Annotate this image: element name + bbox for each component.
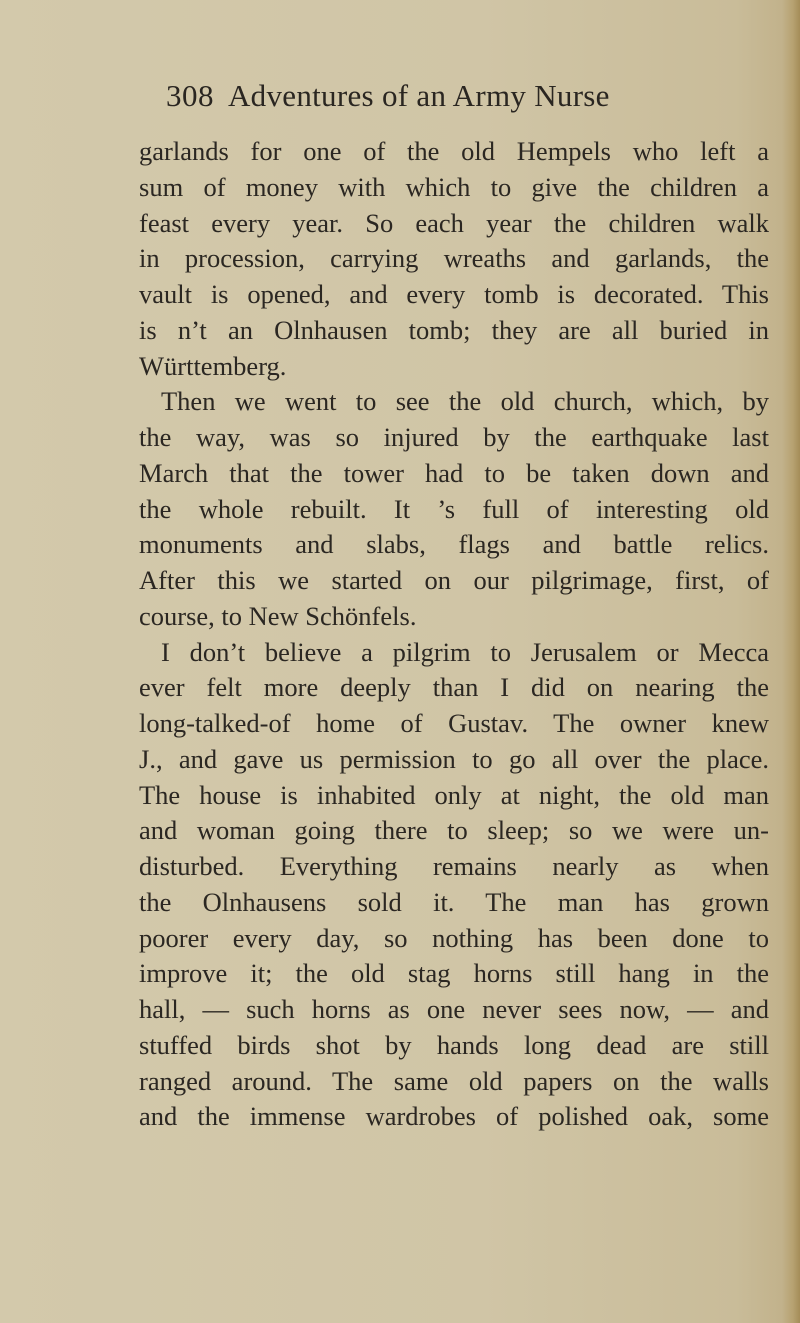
text-line: ever felt more deeply than I did on nearing the [139,672,769,703]
text-line: J., and gave us permission to go all over the place. [139,743,769,774]
running-header [166,78,686,122]
text-line: course, to New Schönfels. [139,600,417,631]
text-line: in procession, carrying wreaths and garlands, the [139,243,769,274]
text-line: poorer every day, so nothing has been done to [139,922,769,953]
text-line: hall, — such horns as one never sees now, — and [139,994,769,1024]
text-line: I don’t believe a pilgrim to Jerusalem or Mecca [161,636,769,667]
text-line: The house is inhabited only at night, the old man [139,779,769,810]
text-line: After this we started on our pilgrimage, first, of [139,565,769,595]
text-line: Then we went to see the old church, which, by [161,386,769,417]
running-title: Adventures of an Army Nurse [228,78,610,113]
text-line: long-talked-of home of Gustav. The owner knew [139,708,769,738]
text-line: the Olnhausens sold it. The man has grown [139,886,769,917]
text-line: vault is opened, and every tomb is decorated. This [139,279,769,309]
text-line: the way, was so injured by the earthquake last [139,422,769,452]
text-line: feast every year. So each year the children walk [139,207,769,238]
body-text [139,134,769,1135]
page-edge-shadow [782,0,800,1323]
text-line: Württemberg. [139,350,287,381]
text-line: ranged around. The same old papers on the walls [139,1065,769,1096]
text-line: and woman going there to sleep; so we were un- [139,815,769,846]
text-line: sum of money with which to give the children a [139,171,769,202]
text-line: garlands for one of the old Hempels who left a [139,136,769,166]
text-line: stuffed birds shot by hands long dead are still [139,1029,769,1060]
text-line: improve it; the old stag horns still hang in the [139,958,769,989]
text-line: monuments and slabs, flags and battle relics. [139,529,769,560]
text-line: and the immense wardrobes of polished oak, some [139,1101,769,1132]
text-line: disturbed. Everything remains nearly as when [139,851,769,881]
text-line: March that the tower had to be taken down and [139,457,769,488]
page-number: 308 [166,78,214,113]
text-line: the whole rebuilt. It ’s full of interesting old [139,493,769,524]
text-line: is n’t an Olnhausen tomb; they are all buried in [139,314,769,345]
